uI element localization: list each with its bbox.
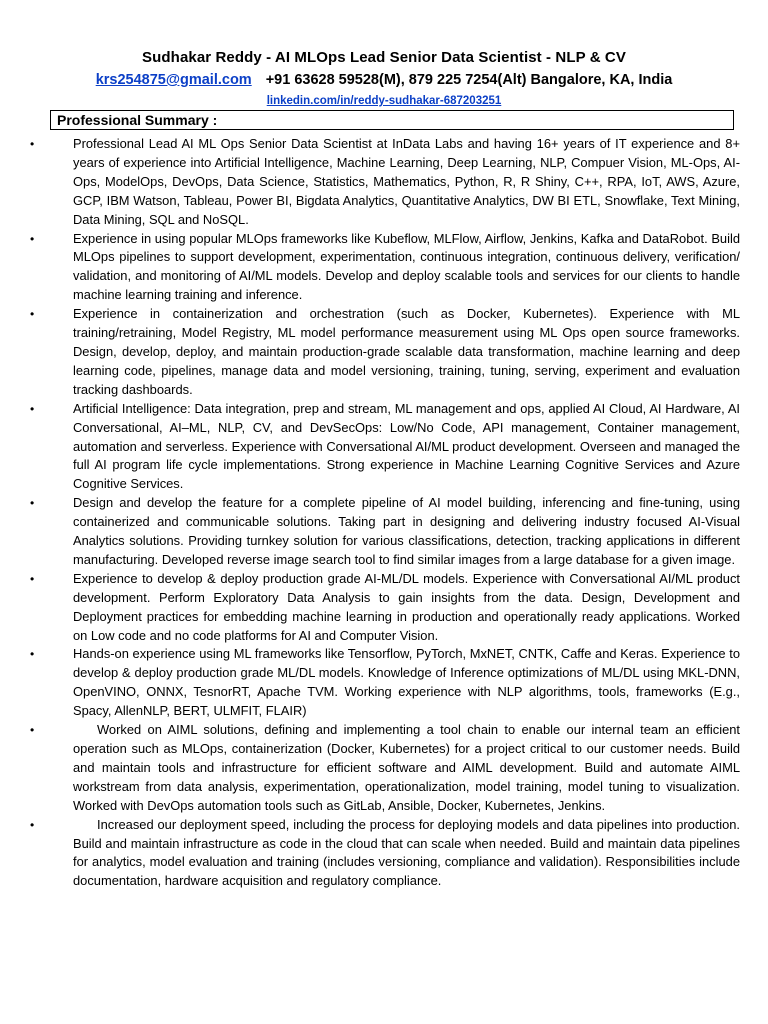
list-item <box>30 816 740 892</box>
bullet-icon: • <box>30 137 35 151</box>
list-item <box>30 305 740 400</box>
bullet-icon: • <box>30 723 35 738</box>
summary-list <box>30 135 740 891</box>
list-item-text: Artificial Intelligence: Data integration, prep and stream, ML management and ops, applied AI Cloud, AI Hardware, AI Conversational, AI–ML, NLP, CV, and DevSecOps: Low/No Code, API management, Container management, automation and serverless. Experience with Conversational AI/ML product development. Overseen and managed the full AI program life cycle implementations. Strong experience in Machine Learning Cognitive Services and Azure Cognitive Services. <box>73 400 740 492</box>
list-item-text: Experience in using popular MLOps frameworks like Kubeflow, MLFlow, Airflow, Jenkins, Kafka and DataRobot. Build MLOps pipelines to support development, experimentation, continuous integration, continuous delivery, verification/ validation, and monitoring of AI/ML models. Develop and deploy scalable tools and services for our clients to handle machine learning training and inference. <box>73 230 740 303</box>
bullet-icon: • <box>30 401 35 416</box>
list-item-text: Design and develop the feature for a complete pipeline of AI model building, inferencing and fine-tuning, using containerized and communicable solutions. Taking part in designing and delivering industry focused AI-Visual Analytics solutions. Providing turnkey solution for various classifications, detection, tracking applications in different manufacturing. Developed reverse image search tool to find similar images from a large database for a given image. <box>73 495 740 567</box>
bullet-icon: • <box>30 231 35 246</box>
section-header-box <box>50 110 734 130</box>
phone-location: +91 63628 59528(M), 879 225 7254(Alt) Bangalore, KA, India <box>265 72 673 88</box>
list-item-text: Increased our deployment speed, including the process for deploying models and data pipelines into production. Build and maintain infrastructure as code in the cloud that can scale when needed. Build and maintain data pipelines for analytics, model evaluation and training (includes versioning, compliance and validation). Responsibilities include documentation, hardware acquisition and regulatory compliance. <box>73 816 740 889</box>
bullet-icon: • <box>30 571 35 586</box>
list-item-text: Experience in containerization and orchestration (such as Docker, Kubernetes). Experience with ML training/retraining, Model Registry, ML model performance measurement using ML Ops open source frameworks. Design, develop, deploy, and maintain production-grade scalable data transformation, machine learning and deep learning code, pipelines, manage data and model versioning, training, tuning, serving, experiment and evaluation tracking dashboards. <box>73 306 740 397</box>
list-item-text: Worked on AIML solutions, defining and implementing a tool chain to enable our internal team an efficient operation such as MLOps, containerization (Docker, Kubernetes) for a project critical to our customer needs. Build and maintain tools and infrastructure for efficient software and AIML development. Build and automate AIML workstream from data analysis, experimentation, operationalization, model training, model tuning to visualization. Worked with DevOps automation tools such as GitLab, Ansible, Docker, Kubernetes, Jenkins. <box>73 722 740 813</box>
email-link[interactable]: krs254875@gmail.com <box>95 72 252 88</box>
list-item <box>30 721 740 816</box>
linkedin-link[interactable]: linkedin.com/in/reddy-sudhakar-687203251 <box>266 95 502 107</box>
resume-title: Sudhakar Reddy - AI MLOps Lead Senior Data Scientist - NLP & CV <box>142 49 626 66</box>
list-item <box>30 645 740 721</box>
list-item <box>30 230 740 306</box>
section-title: Professional Summary : <box>57 112 218 128</box>
list-item <box>30 400 740 495</box>
list-item <box>30 494 740 570</box>
bullet-icon: • <box>30 817 35 832</box>
list-item-text: Hands-on experience using ML frameworks like Tensorflow, PyTorch, MxNET, CNTK, Caffe and Keras. Experience to develop & deploy production grade ML/DL models. Knowledge of Inference optimizations of ML/DL using MKL-DNN, OpenVINO, ONNX, TesnorRT, Apache TVM. Working experience with NLP algorithms, tools, frameworks (E.g., Spacy, AllenNLP, BERT, ULMFIT, FLAIR) <box>73 646 740 719</box>
contact-line <box>0 70 768 90</box>
list-item-text: Experience to develop & deploy production grade AI-ML/DL models. Experience with Conversational AI/ML product development. Perform Exploratory Data Analysis to gain insights from the data. Design, Development and Deployment practices for embedding machine learning in production and operationally ready applications. Worked on Low code and no code platforms for AI and Computer Vision. <box>73 570 740 643</box>
bullet-icon: • <box>30 307 35 322</box>
list-item-text: Professional Lead AI ML Ops Senior Data Scientist at InData Labs and having 16+ years of IT experience and 8+ years of experience into Artificial Intelligence, Machine Learning, Deep Learning, NLP, Compuer Vision, ML-Ops, AI-Ops, ModelOps, DevOps, Data Science, Statistics, Mathematics, Python, R, R Shiny, C++, RPA, IoT, AWS, Azure, GCP, IBM Watson, Tableau, Power BI, Bigdata Analytics, Quantitative Analytics, DW BI ETL, Snowflake, Text Mining, Data Mining, SQL and NoSQL. <box>73 136 740 227</box>
list-item <box>30 135 740 230</box>
bullet-icon: • <box>30 647 35 662</box>
bullet-icon: • <box>30 496 35 511</box>
list-item <box>30 570 740 646</box>
